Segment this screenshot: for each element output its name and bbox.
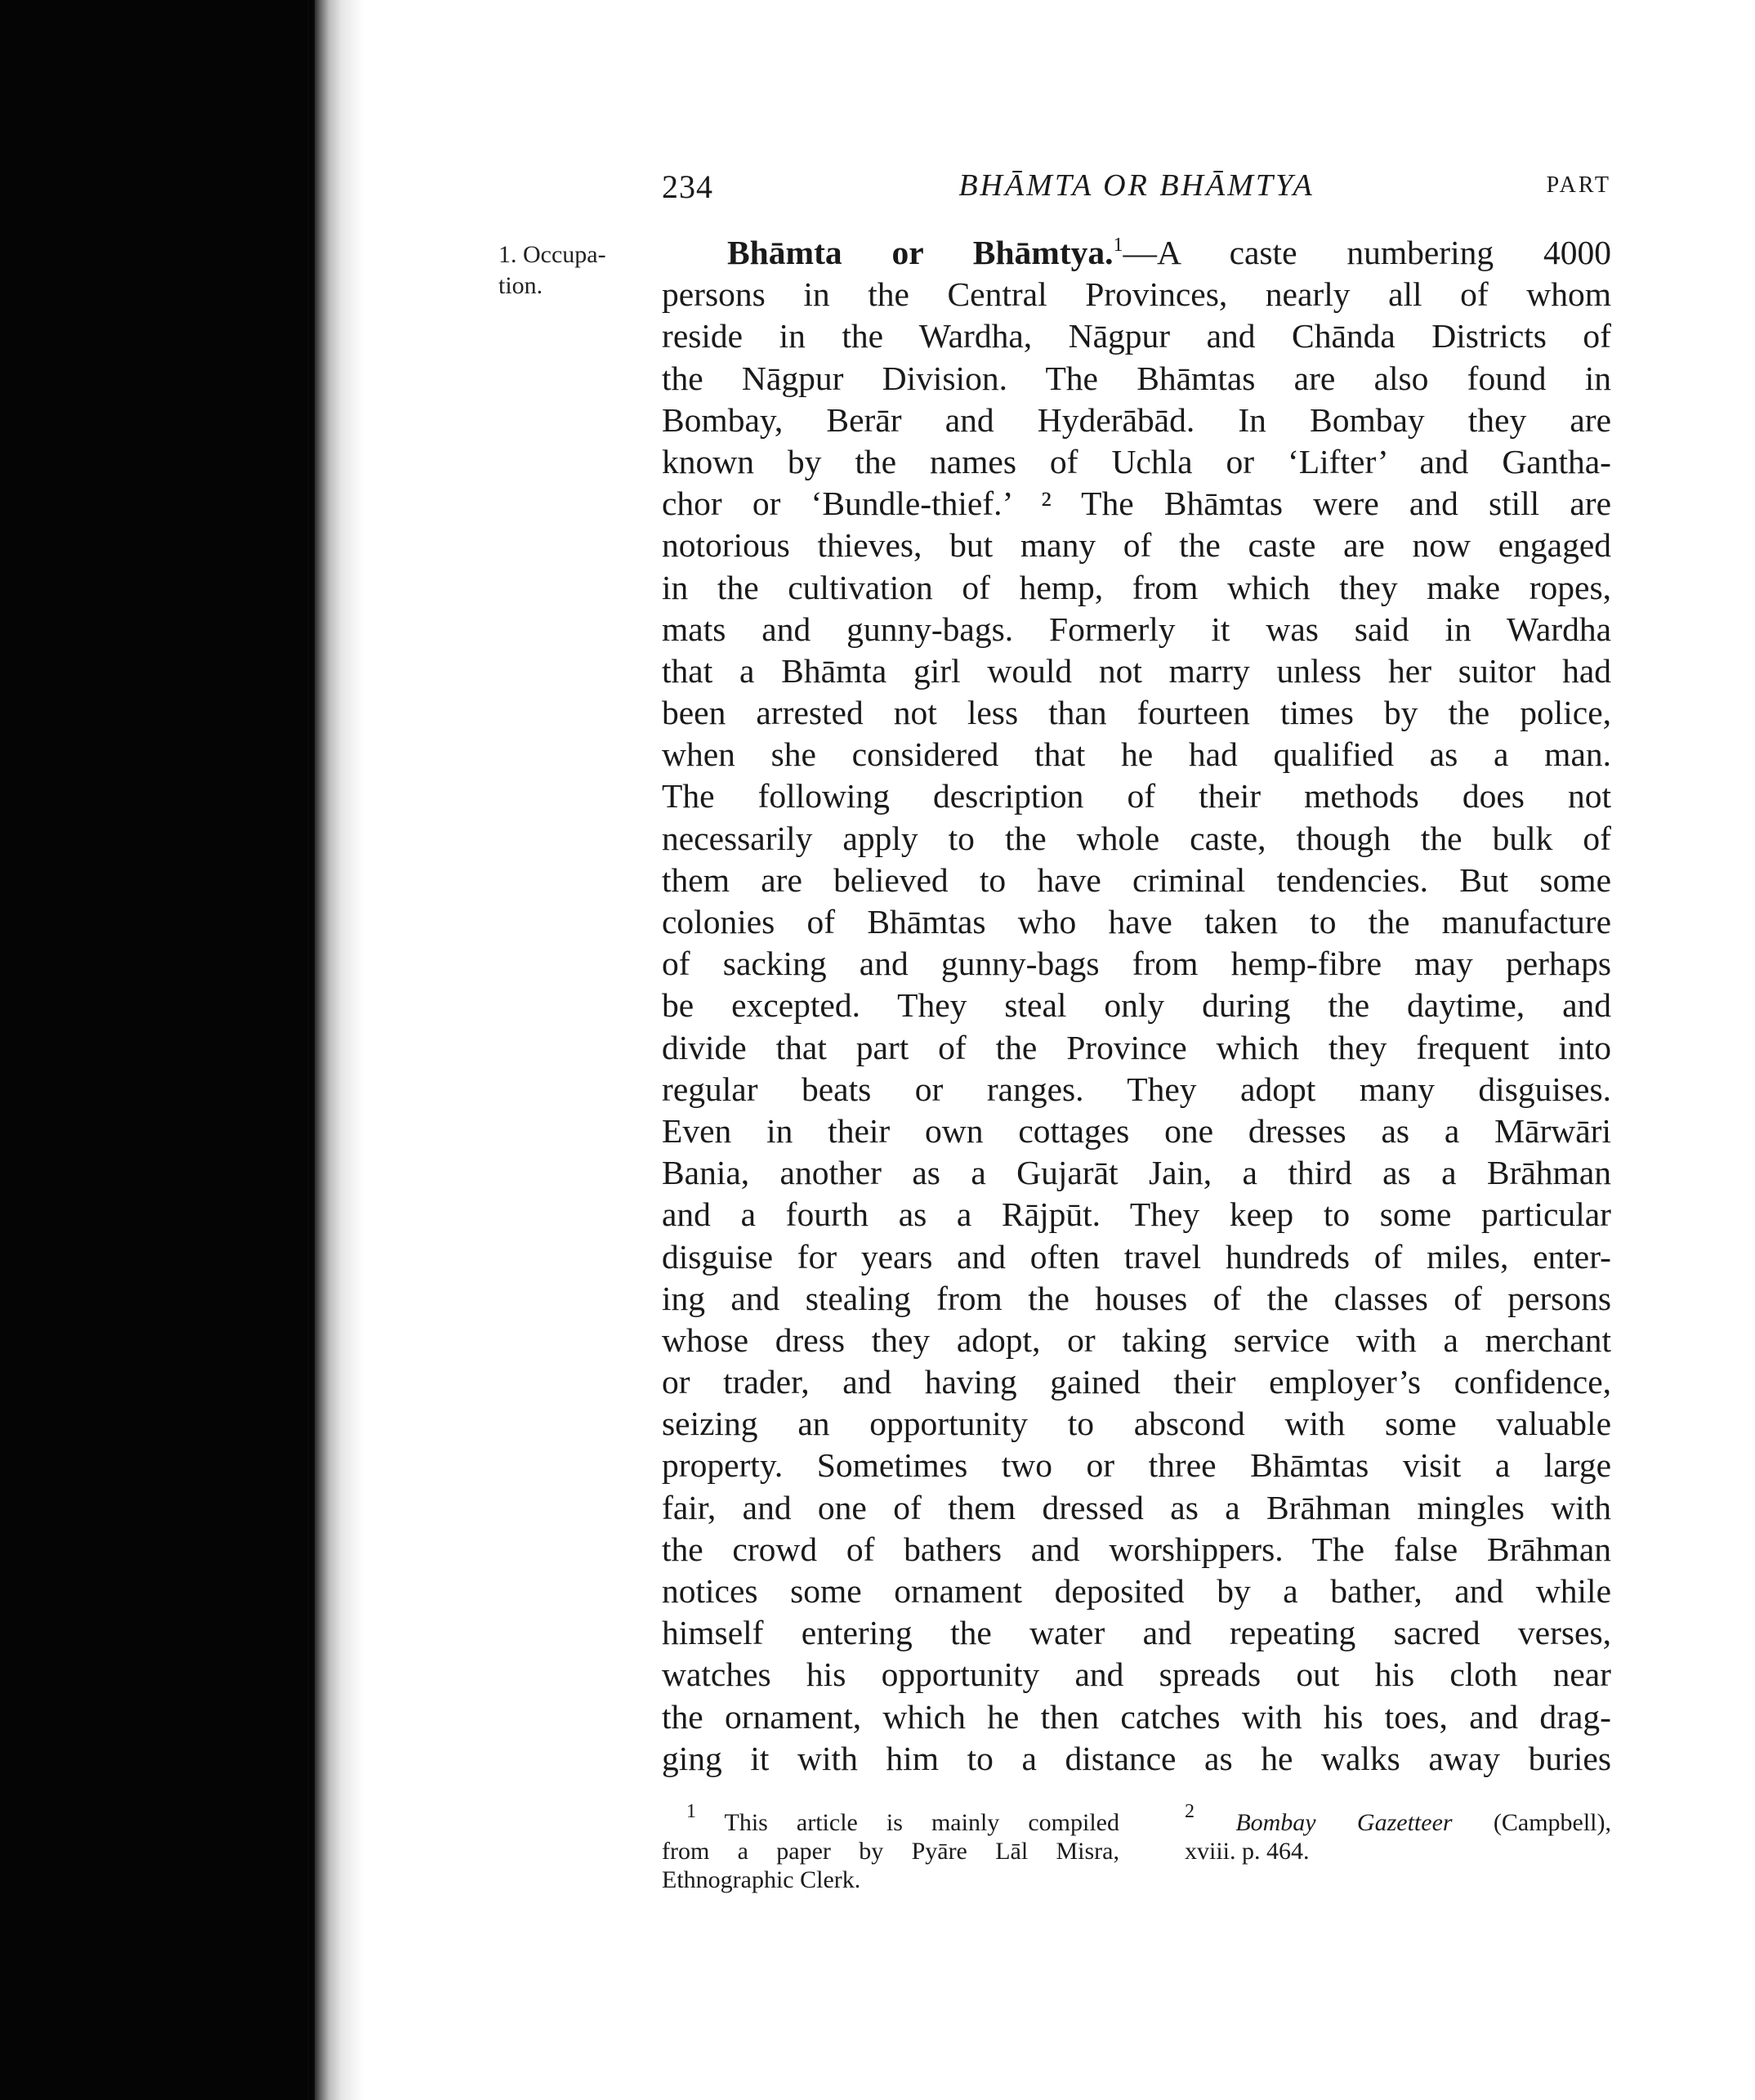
article-line: known by the names of Uchla or ‘Lifter’ and Gantha- [662,442,1611,480]
article-line: the crowd of bathers and worshippers. The false Brāhman [662,1530,1611,1568]
margin-note [498,239,654,302]
article-line: necessarily apply to the whole caste, though the bulk of [662,819,1611,857]
footnote-1-line-3: Ethnographic Clerk. [662,1866,861,1893]
margin-note-line-1: 1. Occupa- [498,241,606,268]
article-line: chor or ‘Bundle-thief.’ ² The Bhāmtas were and still are [662,485,1611,523]
article-line: disguise for years and often travel hundreds of miles, enter- [662,1237,1611,1276]
article-line: notices some ornament deposited by a bather, and while [662,1572,1611,1610]
article-line: persons in the Central Provinces, nearly all of whom [662,275,1611,314]
article-line: Even in their own cottages one dresses as a Mārwāri [662,1111,1611,1150]
article-line: ging it with him to a distance as he walks away buries [662,1739,1611,1777]
footnote-2 [1185,1801,1612,1865]
footnote-2-text-1: (Campbell), [1493,1809,1612,1836]
running-head-part: PART [1546,172,1611,198]
book-binding-shadow [0,0,315,2100]
article-line: seizing an opportunity to abscond with some valuable [662,1405,1611,1443]
article-line: them are believed to have criminal tendencies. But some [662,860,1611,899]
article-line: notorious thieves, but many of the caste are now engaged [662,526,1611,565]
footnote-1 [662,1801,1119,1894]
article-line: regular beats or ranges. They adopt many disguises. [662,1070,1611,1108]
footnote-1-line-1 [662,1801,1119,1837]
article-line: Bania, another as a Gujarāt Jain, a third as a Brāhman [662,1154,1611,1192]
article-line: property. Sometimes two or three Bhāmtas visit a large [662,1446,1611,1485]
margin-note-line-2: tion. [498,272,543,299]
article-line: ing and stealing from the houses of the classes of persons [662,1279,1611,1317]
article-line: be excepted. They steal only during the daytime, and [662,986,1611,1025]
footnote-2-line-1 [1185,1801,1612,1837]
article-line: The following description of their methods does not [662,777,1611,815]
article-line: mats and gunny-bags. Formerly it was said in Wardha [662,610,1611,648]
article-line: that a Bhāmta girl would not marry unless her suitor had [662,651,1611,690]
article-line: been arrested not less than fourteen times by the police, [662,694,1611,732]
footnote-1-marker: 1 [686,1801,696,1822]
article-line: Bombay, Berār and Hyderābād. In Bombay they are [662,400,1611,439]
footnote-1-text-1: This article is mainly compiled [724,1809,1119,1836]
article-line: watches his opportunity and spreads out his cloth near [662,1655,1611,1694]
article-line: himself entering the water and repeating sacred verses, [662,1614,1611,1652]
article-line: fair, and one of them dressed as a Brāhman mingles with [662,1488,1611,1526]
article-body [662,232,1611,1780]
footnote-ref-1: 1 [1113,235,1123,256]
article-line: of sacking and gunny-bags from hemp-fibre may perhaps [662,945,1611,983]
running-head [662,168,1611,213]
article-line: divide that part of the Province which they frequent into [662,1028,1611,1066]
article-line: colonies of Bhāmtas who have taken to the manufacture [662,903,1611,941]
article-line: the Nāgpur Division. The Bhāmtas are also found in [662,359,1611,397]
article-line: and a fourth as a Rājpūt. They keep to some particular [662,1195,1611,1234]
article-line: when she considered that he had qualified as a man. [662,735,1611,774]
article-first-line-text: —A caste numbering 4000 [1123,234,1611,271]
article-line: whose dress they adopt, or taking service with a merchant [662,1320,1611,1359]
footnote-1-line-2: from a paper by Pyāre Lāl Misra, [662,1838,1119,1865]
running-head-title: BHĀMTA OR BHĀMTYA [958,168,1315,203]
article-line: or trader, and having gained their employer’s confidence, [662,1363,1611,1401]
page-number: 234 [662,168,713,205]
page-gutter-gradient [315,0,364,2100]
article-line: the ornament, which he then catches with his toes, and drag- [662,1697,1611,1736]
article-first-line [662,232,1611,274]
footnote-2-marker: 2 [1185,1801,1195,1822]
article-heading: Bhāmta or Bhāmtya. [727,234,1114,271]
article-line: reside in the Wardha, Nāgpur and Chānda Districts of [662,317,1611,355]
article-line: in the cultivation of hemp, from which they make ropes, [662,568,1611,606]
footnote-2-line-2: xviii. p. 464. [1185,1838,1310,1865]
footnote-2-title: Bombay Gazetteer [1235,1809,1453,1836]
